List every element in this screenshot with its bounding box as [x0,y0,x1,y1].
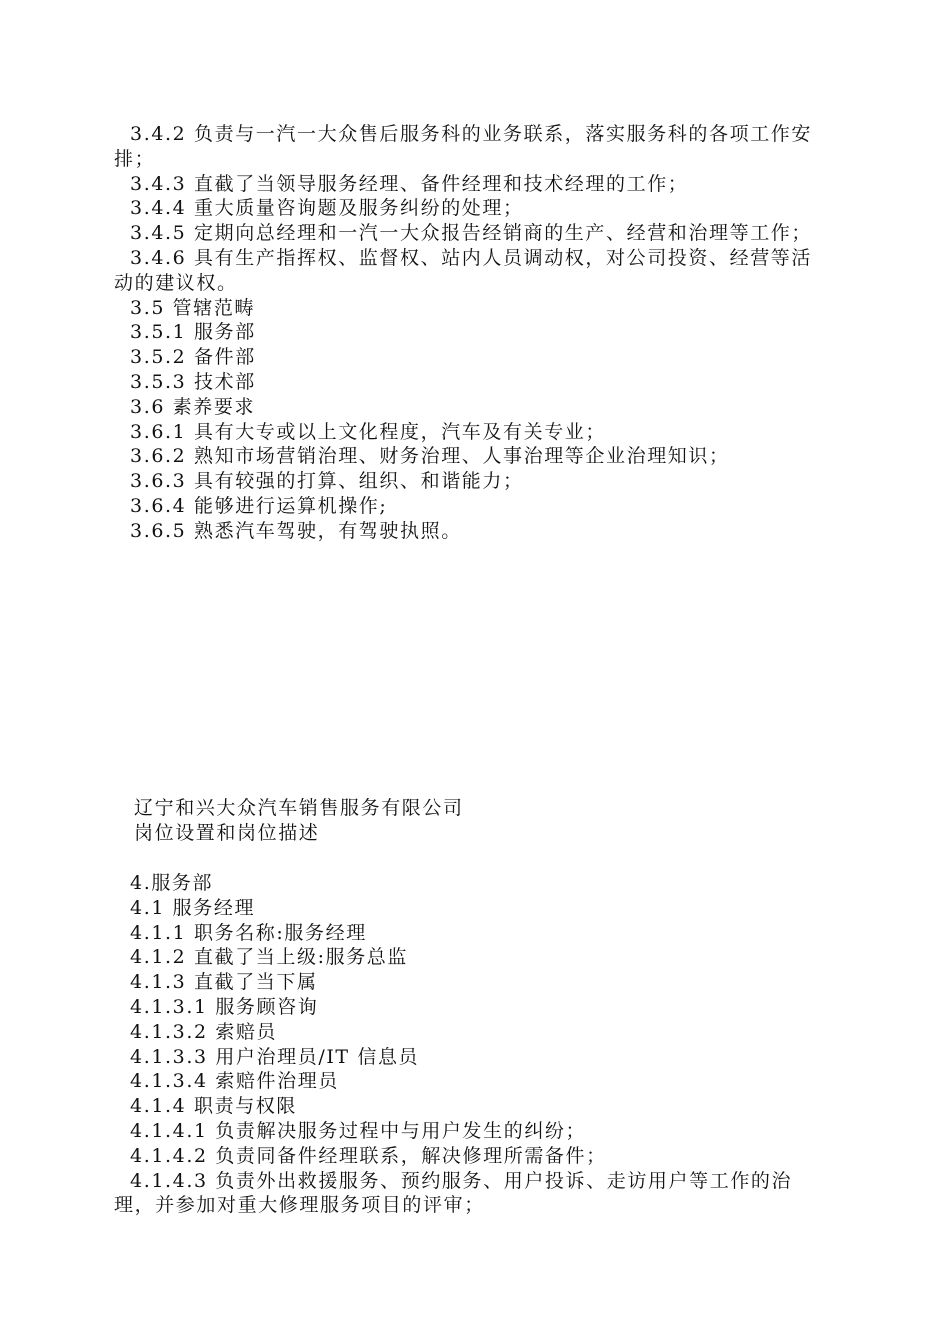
section-4-list [114,871,830,1218]
page-header [114,796,830,846]
list-item: 4.1.3.2 索赔员 [130,1020,278,1043]
list-item: 4.1.4.2 负责同备件经理联系，解决修理所需备件； [130,1144,607,1167]
list-item: 4.1.4.3 负责外出救援服务、预约服务、用户投诉、走访用户等工作的治理，并参加对重大修理服务项目的评审； [114,1169,793,1217]
list-item: 3.5.2 备件部 [130,346,256,369]
list-item: 3.6.4 能够进行运算机操作; [130,494,388,517]
list-item: 4.1.3.3 用户治理员/IT 信息员 [130,1045,420,1068]
list-item: 3.5.3 技术部 [130,370,256,393]
document-subtitle: 岗位设置和岗位描述 [134,821,320,844]
list-item: 4.1.3.4 索赔件治理员 [130,1070,339,1093]
company-name: 辽宁和兴大众汽车销售服务有限公司 [134,797,464,819]
list-item: 3.4.2 负责与一汽一大众售后服务科的业务联系，落实服务科的各项工作安排； [114,123,813,170]
list-item: 3.4.3 直截了当领导服务经理、备件经理和技术经理的工作； [130,172,689,195]
list-item: 3.6 素养要求 [130,395,256,418]
list-item: 3.6.2 熟知市场营销治理、财务治理、人事治理等企业治理知识； [130,445,730,468]
list-item: 4.1.2 直截了当上级:服务总监 [130,946,409,969]
list-item: 4.1.4 职责与权限 [130,1095,297,1118]
list-item: 3.5 管辖范畴 [130,296,256,319]
list-item: 4.1.4.1 负责解决服务过程中与用户发生的纠纷； [130,1119,587,1142]
list-item: 3.4.6 具有生产指挥权、监督权、站内人员调动权，对公司投资、经营等活动的建议权。 [114,246,813,294]
list-item: 4.1.1 职务名称:服务经理 [130,921,367,944]
list-item: 3.5.1 服务部 [130,321,256,344]
list-item: 4.1 服务经理 [130,896,256,919]
list-item: 3.6.5 熟悉汽车驾驶，有驾驶执照。 [130,519,462,542]
section-3-list [114,122,830,544]
list-item: 3.4.4 重大质量咨询题及服务纠纷的处理； [130,197,524,220]
list-item: 4.服务部 [130,872,214,894]
list-item: 3.6.3 具有较强的打算、组织、和谐能力； [130,470,524,493]
list-item: 3.6.1 具有大专或以上文化程度，汽车及有关专业； [130,420,606,443]
list-item: 4.1.3 直截了当下属 [130,971,318,994]
list-item: 3.4.5 定期向总经理和一汽一大众报告经销商的生产、经营和治理等工作； [130,222,813,245]
list-item: 4.1.3.1 服务顾咨询 [130,995,319,1018]
